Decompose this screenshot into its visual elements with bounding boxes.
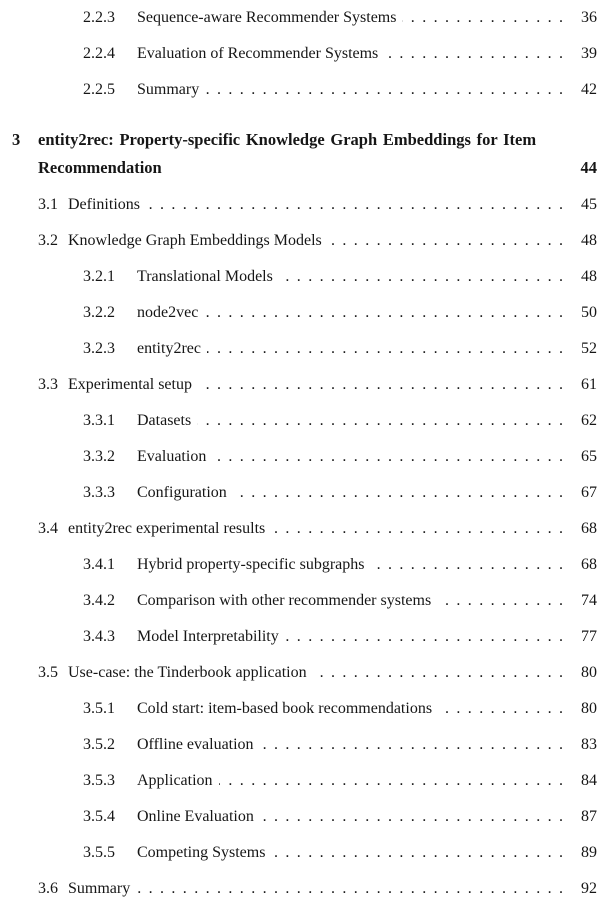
toc-entry[interactable]	[12, 835, 597, 871]
toc-entry-number: 3.2.3	[83, 340, 115, 357]
toc-entry-number: 3.3	[38, 376, 58, 393]
toc-entry-number: 3.4.1	[83, 556, 115, 573]
toc-entry-number: 3.3.1	[83, 412, 115, 429]
toc-entry-number: 3.4.2	[83, 592, 115, 609]
toc-entry-number: 3	[12, 130, 21, 149]
toc-entry-page: 87	[581, 808, 597, 825]
toc-entry-number: 2.2.4	[83, 45, 115, 62]
toc-entry[interactable]	[12, 799, 597, 835]
toc-entry[interactable]	[12, 691, 597, 727]
dot-leader	[197, 403, 563, 439]
dot-leader	[271, 511, 563, 547]
toc-entry[interactable]	[12, 72, 597, 108]
toc-entry-chapter[interactable]	[12, 126, 597, 182]
toc-entry-title: Sequence-aware Recommender Systems	[137, 9, 397, 26]
toc-entry-title: Knowledge Graph Embeddings Models	[68, 232, 322, 249]
dot-leader	[204, 295, 563, 331]
toc-entry-title: Configuration	[137, 484, 227, 501]
toc-entry[interactable]	[12, 583, 597, 619]
toc-entry-title: Translational Models	[137, 268, 273, 285]
toc-entry-page: 92	[581, 880, 597, 897]
dot-leader	[219, 763, 563, 799]
toc-entry[interactable]	[12, 403, 597, 439]
toc-entry-page: 77	[581, 628, 597, 645]
toc-entry-title: Use-case: the Tinderbook application	[68, 664, 307, 681]
dot-leader	[198, 367, 563, 403]
dot-leader	[146, 187, 563, 223]
toc-entry-number: 3.3.2	[83, 448, 115, 465]
toc-entry[interactable]	[12, 475, 597, 511]
toc-entry-number: 3.5.4	[83, 808, 115, 825]
toc-entry-title: Datasets	[137, 412, 192, 429]
toc-entry[interactable]	[12, 36, 597, 72]
toc-entry-page: 61	[581, 376, 597, 393]
toc-entry-page: 74	[581, 592, 597, 609]
toc-entry-number: 3.2.2	[83, 304, 115, 321]
toc-entry-title: Comparison with other recommender systems	[137, 592, 432, 609]
dot-leader	[279, 259, 563, 295]
toc-entry-number: 2.2.3	[83, 9, 115, 26]
toc-entry-chapter-body	[38, 126, 597, 182]
toc-entry-title: Model Interpretability	[137, 628, 279, 645]
dot-leader	[207, 331, 563, 367]
dot-leader	[260, 799, 563, 835]
toc-entry[interactable]	[12, 331, 597, 367]
toc-entry[interactable]	[12, 763, 597, 799]
toc-entry[interactable]	[12, 295, 597, 331]
toc-entry-page: 67	[581, 484, 597, 501]
toc-entry-number: 3.4.3	[83, 628, 115, 645]
toc-entry[interactable]	[12, 547, 597, 583]
toc-entry-page: 65	[581, 448, 597, 465]
toc-entry-title: Hybrid property-specific subgraphs	[137, 556, 365, 573]
toc-entry[interactable]	[12, 0, 597, 36]
toc-entry-page: 44	[580, 158, 597, 177]
toc-entry-page: 89	[581, 844, 597, 861]
toc-entry-number: 3.5.5	[83, 844, 115, 861]
toc-entry[interactable]	[12, 439, 597, 475]
toc-entry-page: 80	[581, 664, 597, 681]
toc-entry-title: Summary	[137, 81, 200, 98]
toc-entry-page: 39	[581, 45, 597, 62]
toc-entry-page: 52	[581, 340, 597, 357]
toc-entry-page: 42	[581, 81, 597, 98]
dot-leader	[233, 475, 563, 511]
toc-entry[interactable]	[12, 871, 597, 907]
toc-entry-number: 3.1	[38, 196, 58, 213]
dot-leader	[136, 871, 563, 907]
toc-entry-number: 3.3.3	[83, 484, 115, 501]
toc-entry-title-line1: entity2rec: Property-specific Knowledge Graph Embeddings for Item	[38, 130, 537, 149]
toc-entry-title: Cold start: item-based book recommendations	[137, 700, 433, 717]
toc-entry-number: 3.2	[38, 232, 58, 249]
toc-entry-page: 50	[581, 304, 597, 321]
toc-entry-title: Offline evaluation	[137, 736, 254, 753]
dot-leader	[402, 0, 563, 36]
toc-entry-number: 3.5	[38, 664, 58, 681]
toc-entry[interactable]	[12, 367, 597, 403]
toc-entry-page: 83	[581, 736, 597, 753]
toc-entry-page: 84	[581, 772, 597, 789]
toc-entry-page: 62	[581, 412, 597, 429]
toc-entry-title: Application	[137, 772, 213, 789]
dot-leader	[437, 583, 563, 619]
dot-leader	[212, 439, 563, 475]
toc-entry-page: 36	[581, 9, 597, 26]
toc-entry-title: Experimental setup	[68, 376, 192, 393]
toc-entry-chapter-line2	[38, 154, 597, 182]
toc-entry-number: 3.5.2	[83, 736, 115, 753]
toc-entry-title: Summary	[68, 880, 131, 897]
toc-entry-page: 48	[581, 232, 597, 249]
dot-leader	[438, 691, 563, 727]
toc-entry[interactable]	[12, 511, 597, 547]
toc-entry[interactable]	[12, 187, 597, 223]
toc-entry-page: 80	[581, 700, 597, 717]
toc-entry-title: entity2rec experimental results	[68, 520, 266, 537]
toc-entry-title-line2: Recommendation	[38, 158, 162, 177]
toc-entry-title: Competing Systems	[137, 844, 266, 861]
toc-entry-number: 3.5.3	[83, 772, 115, 789]
toc-entry-title: Online Evaluation	[137, 808, 254, 825]
toc-entry-number: 3.2.1	[83, 268, 115, 285]
dot-leader	[328, 223, 563, 259]
toc-entry-page: 68	[581, 556, 597, 573]
toc-entry[interactable]	[12, 223, 597, 259]
toc-entry-number: 3.4	[38, 520, 58, 537]
toc-entry-title: Evaluation	[137, 448, 207, 465]
toc-entry[interactable]	[12, 259, 597, 295]
dot-leader	[384, 36, 563, 72]
toc-entry-page: 48	[581, 268, 597, 285]
dot-leader	[313, 655, 563, 691]
dot-leader	[205, 72, 563, 108]
toc-entry-number: 3.6	[38, 880, 58, 897]
toc-entry-title: Evaluation of Recommender Systems	[137, 45, 379, 62]
toc-entry[interactable]	[12, 619, 597, 655]
toc-entry-page: 68	[581, 520, 597, 537]
toc-entry-page: 45	[581, 196, 597, 213]
dot-leader	[371, 547, 564, 583]
toc-entry-number: 2.2.5	[83, 81, 115, 98]
toc-entry-title: Definitions	[68, 196, 140, 213]
toc-entry-title: entity2rec	[137, 340, 201, 357]
dot-leader	[271, 835, 563, 871]
toc-entry[interactable]	[12, 655, 597, 691]
toc-entry-title: node2vec	[137, 304, 199, 321]
dot-leader	[260, 727, 563, 763]
toc-entry-number: 3.5.1	[83, 700, 115, 717]
toc-entry[interactable]	[12, 727, 597, 763]
dot-leader	[285, 619, 563, 655]
